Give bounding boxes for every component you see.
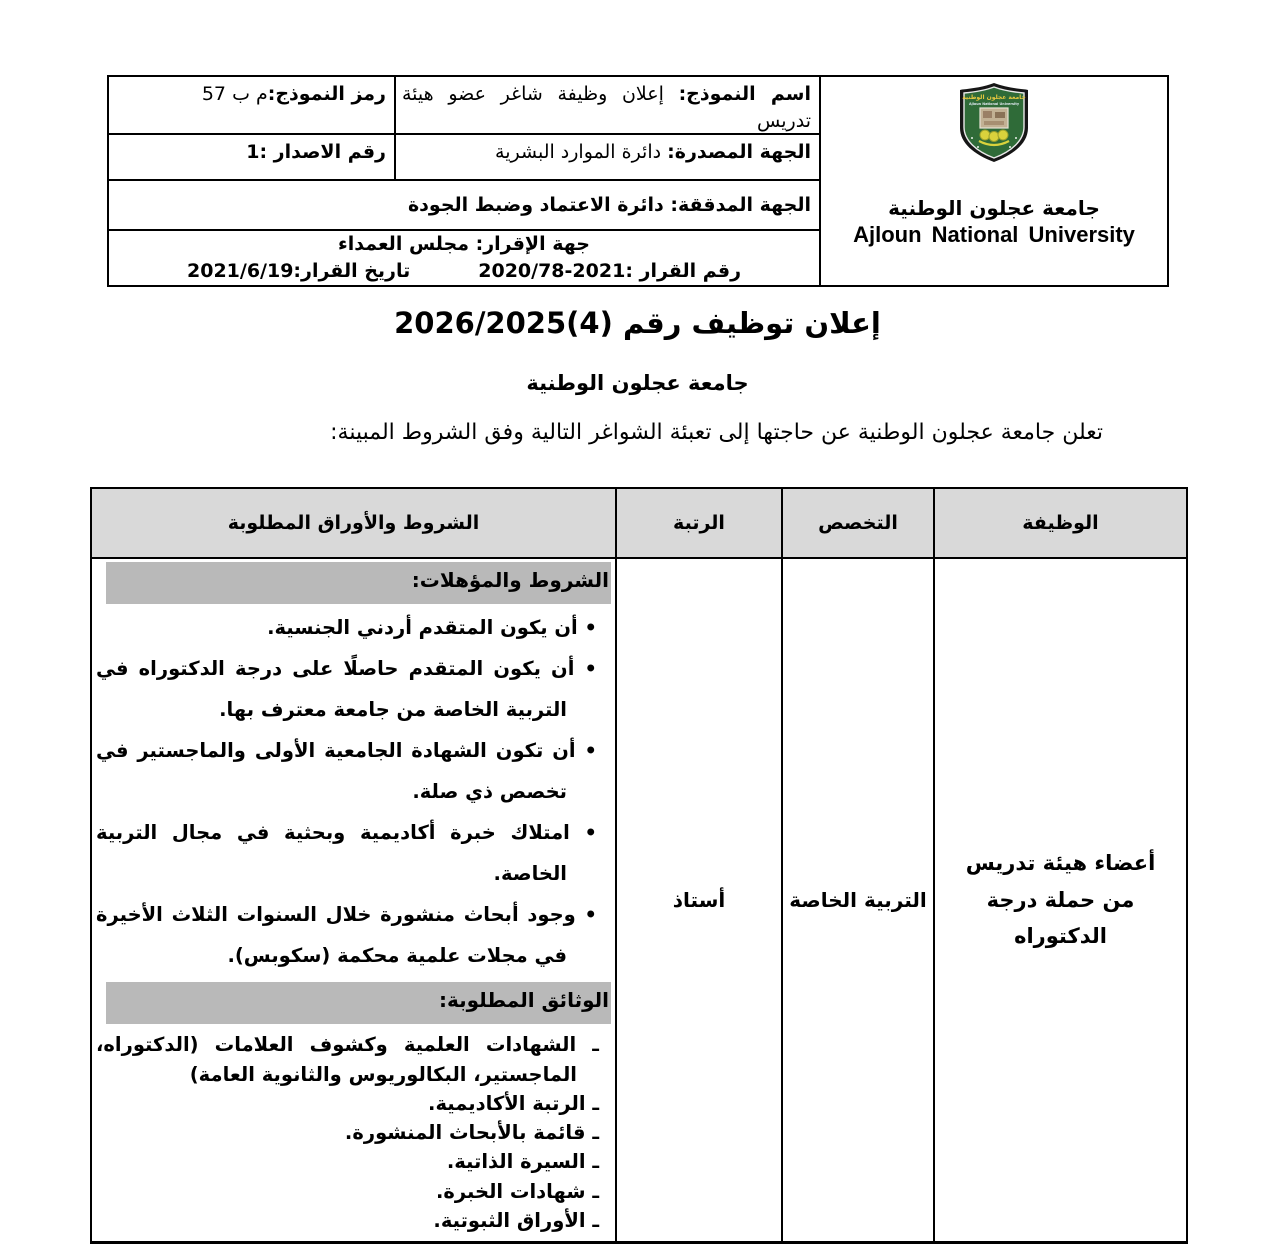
approval-row [109, 231, 819, 285]
announcement-title: إعلان توظيف رقم (4)2026/2025 [394, 306, 881, 340]
documents-section-label: الوثائق المطلوبة: [106, 982, 611, 1024]
condition-item: • امتلاك خبرة أكاديمية وبحثية في مجال التربية الخاصة. [96, 820, 597, 885]
col-header-requirements: الشروط والأوراق المطلوبة [91, 488, 616, 558]
document-item: ـ الرتبة الأكاديمية. [428, 1091, 599, 1115]
document-item: ـ شهادات الخبرة. [436, 1179, 599, 1203]
document-item: ـ السيرة الذاتية. [446, 1150, 599, 1174]
issuing-cell [396, 135, 819, 179]
university-name-english: Ajloun National University [853, 222, 1135, 247]
vacancy-row [91, 558, 1187, 1243]
university-names [853, 195, 1135, 248]
requirements-cell [91, 558, 616, 1243]
form-code-cell [109, 77, 396, 133]
svg-text:جامعة عجلون الوطنية: جامعة عجلون الوطنية [962, 94, 1026, 101]
decision-line [109, 258, 819, 285]
form-name-row [109, 77, 819, 135]
condition-item: • أن يكون المتقدم أردني الجنسية. [267, 616, 597, 639]
university-name-arabic: جامعة عجلون الوطنية [888, 196, 1100, 220]
col-header-rank: الرتبة [616, 488, 782, 558]
rank-cell: أستاذ [616, 558, 782, 1243]
document-item: ـ الأوراق الثبوتية. [433, 1208, 599, 1232]
audit-value: دائرة الاعتماد وضبط الجودة [407, 193, 664, 216]
form-name-value: إعلان وظيفة شاغر عضو هيئة تدريس [402, 83, 811, 132]
form-info-cells [109, 77, 819, 285]
conditions-list [96, 608, 611, 976]
audit-row [109, 181, 819, 231]
condition-item: • أن تكون الشهادة الجامعية الأولى والماجستير في تخصص ذي صلة. [96, 738, 597, 803]
document-item: ـ الشهادات العلمية وكشوف العلامات (الدكتوراه، الماجستير، البكالوريوس والثانوية العامة) [96, 1033, 599, 1086]
form-name-cell [396, 77, 819, 133]
form-code-label: رمز النموذج: [267, 83, 386, 105]
position-cell: أعضاء هيئة تدريس من حملة درجة الدكتوراه [934, 558, 1187, 1243]
issuing-label: الجهة المصدرة: [667, 141, 811, 163]
issue-no-label: رقم الاصدار : [259, 141, 386, 163]
form-name-label: اسم النموذج: [678, 83, 812, 105]
issuing-row [109, 135, 819, 181]
approval-line: جهة الإقرار: مجلس العمداء [338, 233, 590, 255]
audit-label: الجهة المدققة: [670, 193, 811, 216]
vacancy-table-header-row [91, 488, 1187, 558]
svg-text:Ajloun National University: Ajloun National University [968, 102, 1020, 106]
issue-no-cell [109, 135, 396, 179]
university-logo-cell [819, 77, 1167, 285]
condition-item: • وجود أبحاث منشورة خلال السنوات الثلاث الأخيرة في مجلات علمية محكمة (سكوبس). [96, 902, 597, 967]
condition-item: • أن يكون المتقدم حاصلًا على درجة الدكتوراه في التربية الخاصة من جامعة معترف بها. [96, 656, 597, 721]
decision-date: تاريخ القرار:2021/6/19 [187, 260, 411, 282]
issuing-value: دائرة الموارد البشرية [495, 141, 662, 163]
issue-no-value: 1 [246, 141, 260, 163]
conditions-section-label: الشروط والمؤهلات: [106, 562, 611, 604]
col-header-specialization: التخصص [782, 488, 934, 558]
intro-paragraph: تعلن جامعة عجلون الوطنية عن حاجتها إلى تعبئة الشواغر التالية وفق الشروط المبينة: [330, 420, 1103, 445]
specialization-cell: التربية الخاصة [782, 558, 934, 1243]
form-code-value: م ب 57 [201, 83, 268, 105]
vacancy-table [90, 487, 1188, 1244]
documents-list [96, 1030, 611, 1235]
university-logo-icon [956, 81, 1032, 165]
col-header-position: الوظيفة [934, 488, 1187, 558]
decision-number: رقم القرار :2021-2020/78 [478, 260, 742, 282]
document-item: ـ قائمة بالأبحاث المنشورة. [344, 1121, 599, 1145]
form-header-table [107, 75, 1169, 287]
announcement-subtitle: جامعة عجلون الوطنية [526, 371, 749, 395]
